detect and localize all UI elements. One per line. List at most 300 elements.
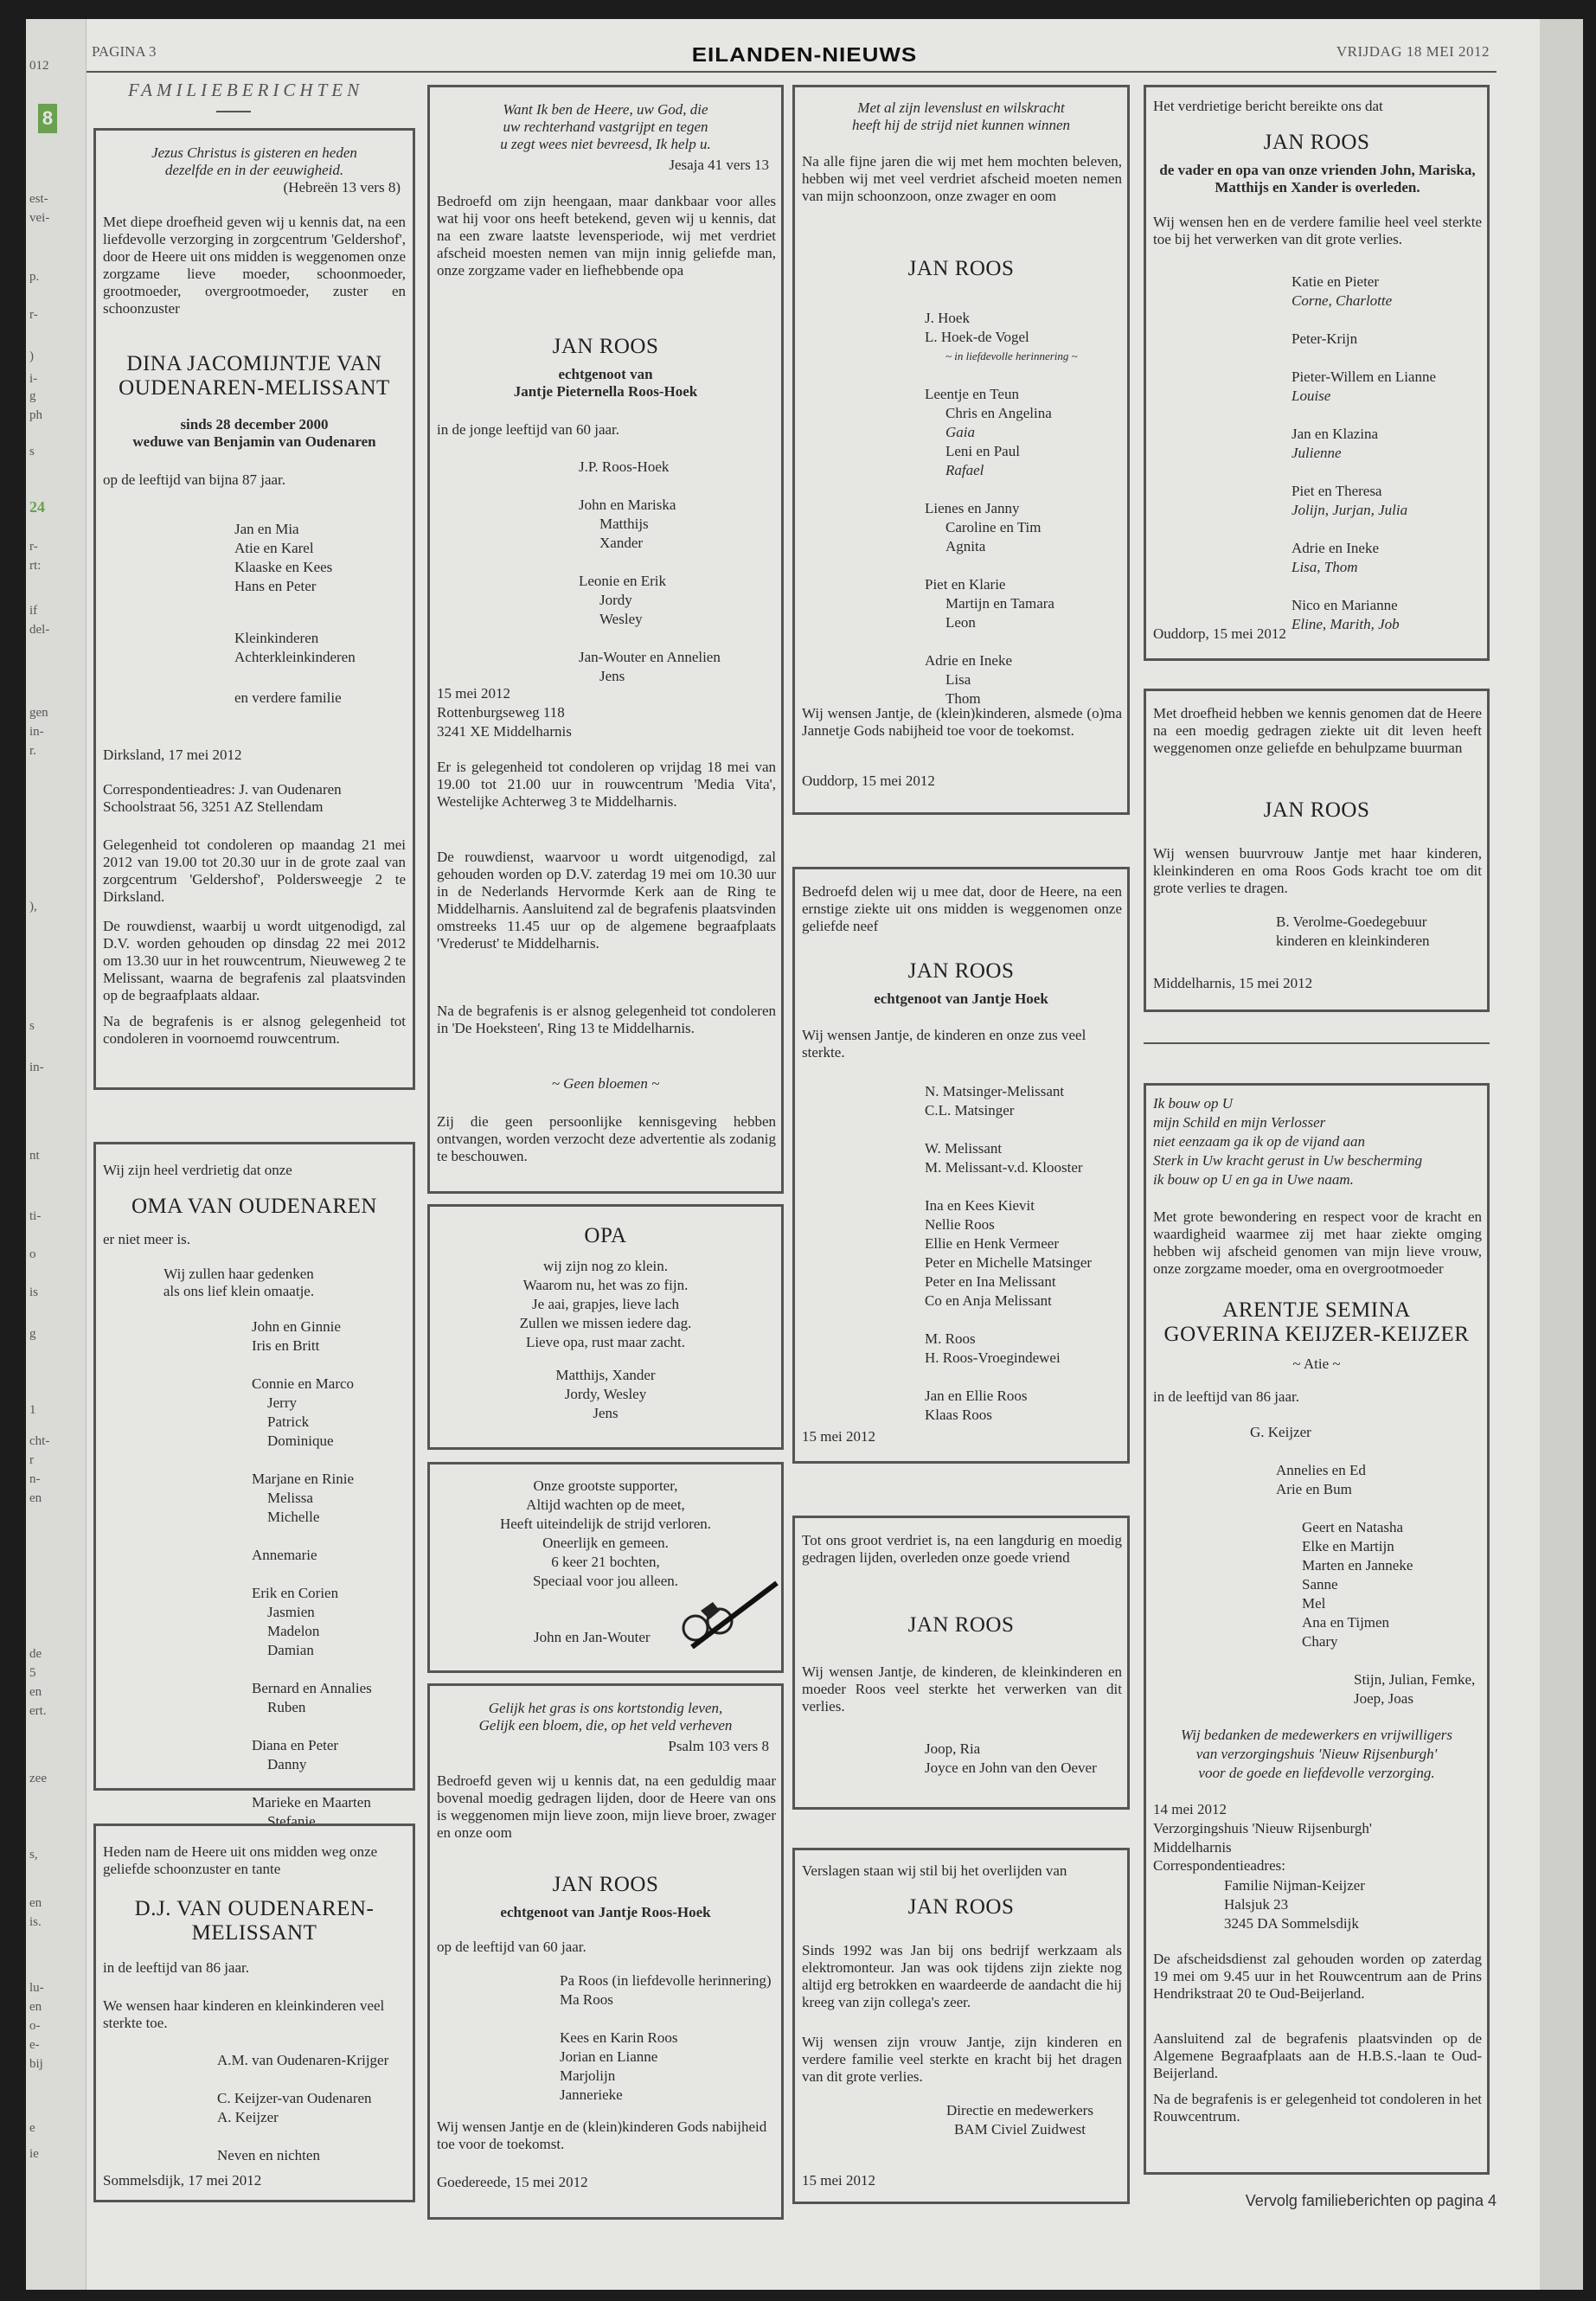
list-line: Joyce en John van den Oever	[925, 1759, 1097, 1776]
gutter-fragment: 5	[29, 1666, 36, 1680]
list-line: Jorian en Lianne	[560, 2048, 658, 2065]
list-line: Michelle	[267, 1509, 320, 1525]
nickname: ~ Atie ~	[1292, 1356, 1341, 1372]
family-list	[916, 2101, 1124, 2139]
list-line: N. Matsinger-Melissant	[925, 1083, 1065, 1099]
deceased-name: JAN ROOS	[907, 1613, 1015, 1637]
gutter-fragment: g	[29, 1327, 36, 1341]
verse-line: uw rechterhand vastgrijpt en tegen	[503, 119, 708, 135]
list-line: Marten en Janneke	[1302, 1557, 1413, 1574]
list-line: Marjolijn	[560, 2067, 616, 2084]
list-line	[252, 1451, 372, 1470]
list-line: Verzorgingshuis 'Nieuw Rijsenburgh'	[1153, 1820, 1372, 1836]
list-line: Julienne	[1292, 445, 1342, 461]
list-line: Patrick	[267, 1413, 310, 1430]
family-list	[1276, 913, 1430, 951]
verse-line: Gelijk het gras is ons kortstondig leven,	[488, 1700, 723, 1716]
list-line: Jens	[593, 1405, 619, 1421]
list-line	[252, 1565, 372, 1584]
gutter-fragment: o-	[29, 2019, 41, 2033]
list-line: 6 keer 21 bochten,	[551, 1554, 660, 1570]
list-line: Erik en Corien	[252, 1585, 339, 1601]
funeral-text: Aansluitend zal de begrafenis plaatsvinden op de Algemene Begraafplaats aan de H.B.S.-laan te Oud-Beijerland.	[1153, 2030, 1482, 2081]
list-line	[1292, 311, 1436, 330]
list-line: M. Melissant-v.d. Klooster	[925, 1159, 1083, 1176]
deceased-name: DINA JACOMIJNTJE VAN	[126, 352, 382, 375]
place-date: Middelharnis, 15 mei 2012	[1153, 975, 1313, 991]
widow-of: weduwe van Benjamin van Oudenaren	[132, 433, 376, 450]
list-line: Achterkleinkinderen	[234, 649, 356, 665]
list-line: Jannerieke	[560, 2086, 623, 2103]
verse-reference: Psalm 103 vers 8	[668, 1738, 769, 1754]
spouse-line: echtgenoot van Jantje Hoek	[874, 990, 1048, 1007]
list-line: Arie en Bum	[1276, 1481, 1352, 1497]
list-line: Geert en Natasha	[1302, 1519, 1404, 1535]
gutter-fragment: bij	[29, 2057, 43, 2071]
condolence-text: Er is gelegenheid tot condoleren op vrijdag 18 mei van 19.00 tot 21.00 uur in rouwcentrum 'Media Vita', Westelijke Achterweg 3 te Middelharnis.	[437, 759, 776, 810]
list-line	[217, 2070, 388, 2089]
list-line: Jan en Mia	[234, 521, 299, 537]
deceased-name: D.J. VAN OUDENAREN-	[134, 1897, 375, 1920]
list-line: Piet en Theresa	[1292, 483, 1382, 499]
list-line	[925, 632, 1078, 651]
gutter-fragment: en	[29, 2000, 42, 2014]
gutter-fragment: ph	[29, 408, 42, 422]
gutter-fragment: )	[29, 349, 34, 363]
list-line: Diana en Peter	[252, 1737, 339, 1753]
gutter-fragment: is.	[29, 1915, 42, 1929]
header-rule	[87, 71, 1497, 73]
list-line: Chary	[1302, 1633, 1338, 1650]
gutter-fragment: en	[29, 1685, 42, 1699]
list-line: ~ in liefdevolle herinnering ~	[945, 349, 1078, 362]
list-line	[252, 1356, 372, 1375]
list-line: Speciaal voor jou alleen.	[532, 1573, 679, 1589]
obituary-oma-van-oudenaren	[93, 1142, 415, 1830]
list-line: Jordy	[599, 592, 632, 608]
age: op de leeftijd van 60 jaar.	[437, 1939, 586, 1955]
deceased-name: JAN ROOS	[1263, 798, 1370, 822]
thanks	[1146, 1726, 1487, 1783]
family-line: en verdere familie	[234, 689, 342, 706]
gutter-fragment: vei-	[29, 211, 50, 225]
deceased-name: JAN ROOS	[907, 257, 1015, 280]
spouse-line: echtgenoot van Jantje Roos-Hoek	[500, 1904, 711, 1920]
gutter-fragment: is	[29, 1285, 39, 1299]
family-list	[234, 629, 356, 667]
list-line: J.P. Roos-Hoek	[579, 458, 670, 475]
list-line: Halsjuk 23	[1224, 1896, 1289, 1913]
spouse-line: echtgenoot van	[558, 366, 653, 382]
list-line: J. Hoek	[925, 310, 970, 326]
list-line: Gaia	[945, 424, 975, 440]
list-line: Nellie Roos	[925, 1216, 995, 1233]
list-line: B. Verolme-Goedegebuur	[1276, 913, 1427, 930]
list-line	[560, 2009, 772, 2029]
page-number: PAGINA 3	[92, 43, 157, 60]
list-line: Ma Roos	[560, 1991, 613, 2008]
list-line: Peter-Krijn	[1292, 330, 1358, 347]
list-line: W. Melissant	[925, 1140, 1003, 1157]
announcement-text: Heden nam de Heere uit ons midden weg onze geliefde schoonzuster en tante	[103, 1843, 378, 1877]
correspondence: Correspondentieadres: J. van Oudenaren	[103, 781, 342, 798]
gutter-fragment: cht-	[29, 1434, 50, 1448]
list-line: Familie Nijman-Keijzer	[1224, 1877, 1365, 1894]
list-line	[1292, 349, 1436, 368]
family-list	[430, 1366, 781, 1423]
list-line: Mel	[1302, 1595, 1326, 1612]
obituary-opa	[427, 1204, 784, 1450]
verse-line: Wij zullen haar gedenken	[163, 1266, 314, 1282]
list-line	[1250, 1499, 1475, 1518]
gutter-fragment: zee	[29, 1772, 47, 1785]
verse-reference: Jesaja 41 vers 13	[669, 157, 769, 173]
list-line: Chris en Angelina	[945, 405, 1052, 421]
obituary-dina-van-oudenaren	[93, 128, 415, 1090]
list-line: Jens	[599, 668, 625, 684]
obituary-jan-roos-employer	[792, 1848, 1130, 2204]
wish-text: Wij wensen Jantje, de kinderen en onze zus veel sterkte.	[802, 1027, 1086, 1061]
list-line: Sterk in Uw kracht gerust in Uw bescherming	[1153, 1152, 1423, 1169]
gutter-fragment: s	[29, 1019, 35, 1033]
deceased-name: JAN ROOS	[907, 959, 1015, 983]
list-line: Annelies en Ed	[1276, 1462, 1366, 1478]
list-line: 14 mei 2012	[1153, 1801, 1227, 1817]
deceased-name: OUDENAREN-MELISSANT	[119, 376, 390, 400]
list-line	[1292, 520, 1436, 539]
list-line: Ina en Kees Kievit	[925, 1197, 1035, 1214]
list-line: Altijd wachten op de meet,	[526, 1497, 685, 1513]
announcement-text: Verslagen staan wij stil bij het overlijden van	[802, 1862, 1067, 1879]
place-date: Dirksland, 17 mei 2012	[103, 747, 242, 763]
list-line: Jan en Klazina	[1292, 426, 1379, 442]
gutter-fragment: 1	[29, 1403, 36, 1417]
list-line: Je aai, grapjes, lieve lach	[532, 1296, 679, 1312]
list-line: Matthijs	[599, 516, 649, 532]
verse-line: u zegt wees niet bevreesd, Ik help u.	[500, 136, 711, 152]
list-line: Wij bedanken de medewerkers en vrijwilligers	[1181, 1727, 1452, 1743]
list-line: Connie en Marco	[252, 1375, 355, 1392]
list-line: Waarom nu, het was zo fijn.	[522, 1277, 689, 1293]
deceased-name: OPA	[584, 1224, 627, 1247]
gutter-fragment: ert.	[29, 1704, 47, 1718]
list-line: van verzorgingshuis 'Nieuw Rijsenburgh'	[1195, 1746, 1438, 1762]
list-line: M. Roos	[925, 1330, 976, 1347]
list-line: ik bouw op U en ga in Uwe naam.	[1153, 1171, 1354, 1188]
list-line: Katie en Pieter	[1292, 273, 1380, 290]
list-line	[925, 1368, 1092, 1387]
list-line	[925, 1311, 1092, 1330]
announcement-text: Met droefheid hebben we kennis genomen dat de Heere na een moedig gedragen ziekte uit dit leven heeft weggenomen onze geliefde en behulpzame buurman	[1153, 705, 1482, 756]
list-line: Pieter-Willem en Lianne	[1292, 369, 1437, 385]
family-list	[925, 1082, 1092, 1425]
wish-text: Wij wensen buurvrouw Jantje met haar kinderen, kleinkinderen en oma Roos Gods kracht toe om dit grote verlies te dragen.	[1153, 845, 1482, 896]
announcement-text: Bedroefd geven wij u kennis dat, na een geduldig maar bovenal moedig gedragen lijden, door de Heere van ons is weggenomen mijn lieve zoon, mijn lieve broer, zwager en onze oom	[437, 1772, 776, 1841]
list-line: Ellie en Henk Vermeer	[925, 1235, 1059, 1252]
list-line: Melissa	[267, 1490, 313, 1506]
obituary-jan-roos-parents	[427, 1683, 784, 2220]
list-line	[1292, 406, 1436, 425]
list-line: A.M. van Oudenaren-Krijger	[217, 2052, 389, 2068]
date: 15 mei 2012	[802, 1428, 875, 1445]
gutter-fragment: p.	[29, 270, 40, 284]
family-list	[925, 1740, 1097, 1778]
gutter-fragment: r-	[29, 308, 38, 322]
issue-date: VRIJDAG 18 MEI 2012	[1336, 43, 1490, 60]
correspondence-label: Correspondentieadres:	[1153, 1857, 1285, 1874]
list-line	[925, 366, 1078, 385]
right-page-edge	[1540, 19, 1583, 2290]
list-line: Marjane en Rinie	[252, 1471, 355, 1487]
list-line: Eline, Marith, Job	[1292, 616, 1400, 632]
list-line: Sanne	[1302, 1576, 1338, 1593]
funeral-text: De rouwdienst, waarbij u wordt uitgenodigd, zal D.V. worden gehouden op dinsdag 22 mei 2012 om 13.30 uur in het rouwcentrum, Nieuweweg 2 te Melissant, waarna de begrafenis zal plaatsvinden op de begraafplaats aldaar.	[103, 918, 406, 1003]
deceased-name: ARENTJE SEMINA	[1222, 1298, 1411, 1322]
age: in de leeftijd van 86 jaar.	[103, 1959, 249, 1976]
list-line: Piet en Klarie	[925, 576, 1006, 593]
list-line: BAM Civiel Zuidwest	[953, 2121, 1086, 2138]
gutter-fragment: nt	[29, 1149, 40, 1163]
gutter-fragment: ti-	[29, 1209, 42, 1223]
correspondence	[1224, 1876, 1365, 1933]
gutter-fragment: del-	[29, 623, 50, 637]
list-line	[925, 556, 1078, 575]
list-line: Ana en Tijmen	[1302, 1614, 1390, 1631]
list-line: Xander	[599, 535, 644, 551]
list-line: Atie en Karel	[234, 540, 314, 556]
list-line: Martijn en Tamara	[945, 595, 1054, 612]
list-line: Annemarie	[252, 1547, 317, 1563]
gutter-fragment: s	[29, 445, 35, 458]
obituary-jan-roos-nephew	[792, 867, 1130, 1464]
list-line: Bernard en Annalies	[252, 1680, 372, 1696]
gutter-fragment: 24	[29, 498, 45, 516]
list-line	[252, 1660, 372, 1679]
gutter-fragment: gen	[29, 706, 48, 720]
list-line: Lienes en Janny	[925, 500, 1020, 516]
list-line: Adrie en Ineke	[1292, 540, 1380, 556]
list-line: kinderen en kleinkinderen	[1276, 933, 1430, 949]
list-line: Jolijn, Jurjan, Julia	[1292, 502, 1408, 518]
list-line: Madelon	[267, 1623, 320, 1639]
list-line: Jan-Wouter en Annelien	[579, 649, 721, 665]
list-line: Stefanie	[267, 1813, 316, 1830]
gutter-fragment: e-	[29, 2038, 40, 2052]
list-line: Corne, Charlotte	[1292, 292, 1393, 309]
list-line	[925, 1120, 1092, 1139]
verse-line: Jezus Christus is gisteren en heden	[151, 144, 357, 161]
after-funeral-text: Na de begrafenis is er alsnog gelegenheid tot condoleren in voornoemd rouwcentrum.	[103, 1013, 406, 1047]
notice-text: Zij die geen persoonlijke kennisgeving hebben ontvangen, worden verzocht deze advertentie als zodanig te beschouwen.	[437, 1113, 776, 1164]
family-list	[234, 520, 332, 596]
list-line: Damian	[267, 1642, 314, 1658]
list-line: Stijn, Julian, Femke,	[1354, 1671, 1476, 1688]
list-line: C.L. Matsinger	[925, 1102, 1015, 1118]
announcement-text: Na alle fijne jaren die wij met hem mochten beleven, hebben wij met veel verdriet afscheid moeten nemen van mijn schoonzoon, onze zwager en oom	[802, 153, 1122, 204]
address	[437, 684, 572, 741]
gutter-fragment: e	[29, 2121, 35, 2135]
list-line: 15 mei 2012	[437, 685, 510, 702]
deceased-name: GOVERINA KEIJZER-KEIJZER	[1163, 1323, 1470, 1346]
wish-text: We wensen haar kinderen en kleinkinderen veel sterkte toe.	[103, 1997, 385, 2031]
list-line: Co en Anja Melissant	[925, 1292, 1052, 1309]
gutter-fragment: in-	[29, 1061, 44, 1074]
family-list	[1250, 1423, 1475, 1708]
farewell-text: De afscheidsdienst zal gehouden worden op zaterdag 19 mei om 9.45 uur in het Rouwcentrum aan de Prins Hendrikstraat 20 te Oud-Beijerland.	[1153, 1951, 1482, 2002]
list-line: Iris en Britt	[252, 1337, 320, 1354]
list-line: H. Roos-Vroegindewei	[925, 1349, 1061, 1366]
list-line: Neven en nichten	[217, 2147, 320, 2163]
list-line	[579, 477, 721, 496]
list-line: Middelharnis	[1153, 1839, 1232, 1856]
list-line	[579, 553, 721, 572]
list-line: Lisa	[945, 671, 971, 688]
gutter-fragment: i-	[29, 372, 38, 386]
gutter-fragment: de	[29, 1647, 42, 1661]
age: in de leeftijd van 86 jaar.	[1153, 1388, 1299, 1405]
list-line: Klaaske en Kees	[234, 559, 333, 575]
after-funeral-text: Na de begrafenis is er gelegenheid tot condoleren in het Rouwcentrum.	[1153, 2091, 1482, 2125]
family-list	[1292, 272, 1436, 634]
wish-text: Wij wensen zijn vrouw Jantje, zijn kinderen en verdere familie veel sterkte en kracht bij het dragen van dit grote verlies.	[802, 2034, 1122, 2085]
list-line: Onze grootste supporter,	[533, 1477, 678, 1494]
verse-line: Want Ik ben de Heere, uw God, die	[503, 101, 708, 118]
obituary-jan-roos-in-laws	[792, 85, 1130, 815]
gutter-fragment: est-	[29, 192, 48, 206]
announcement-text: Bedroefd om zijn heengaan, maar dankbaar voor alles wat hij voor ons heeft betekend, geven wij u kennis, dat na een zware laatste levensperiode, wij met verdriet afscheid moesten nemen van mijn innig geliefde man, onze zorgzame vader en liefhebbende opa	[437, 193, 776, 279]
age: in de jonge leeftijd van 60 jaar.	[437, 421, 620, 438]
column-divider	[1144, 1042, 1490, 1044]
list-line: Leonie en Erik	[579, 573, 667, 589]
list-line: Zullen we missen iedere dag.	[519, 1315, 692, 1331]
list-line: Louise	[1292, 388, 1331, 404]
announcement-text: Het verdrietige bericht bereikte ons dat	[1153, 98, 1383, 114]
list-line	[1292, 463, 1436, 482]
list-line: Leni en Paul	[945, 443, 1020, 459]
list-line	[1250, 1442, 1475, 1461]
list-line: Peter en Michelle Matsinger	[925, 1254, 1093, 1271]
gutter-fragment: in-	[29, 725, 44, 739]
deceased-name: JAN ROOS	[552, 1873, 659, 1896]
announcement-text: Bedroefd delen wij u mee dat, door de Heere, na een ernstige ziekte uit ons midden is weggenomen onze geliefde neef	[802, 883, 1122, 934]
list-line: Directie en medewerkers	[946, 2102, 1093, 2118]
verse-line: als ons lief klein omaatje.	[163, 1283, 315, 1299]
list-line: Pa Roos (in liefdevolle herinnering)	[560, 1972, 772, 1989]
list-line: Caroline en Tim	[945, 519, 1042, 535]
list-line: mijn Schild en mijn Verlosser	[1153, 1114, 1326, 1131]
gutter-fragment: o	[29, 1247, 36, 1261]
list-line: Leentje en Teun	[925, 386, 1019, 402]
family-list	[560, 1971, 772, 2105]
announcement-text: Tot ons groot verdriet is, na een langdurig en moedig gedragen lijden, overleden onze goede vriend	[802, 1532, 1122, 1566]
list-line	[925, 1177, 1092, 1196]
obituary-dj-van-oudenaren	[93, 1823, 415, 2202]
family-list	[252, 1317, 372, 1831]
verse-line: Met al zijn levenslust en wilskracht	[857, 99, 1065, 116]
list-line: Peter en Ina Melissant	[925, 1273, 1056, 1290]
age: op de leeftijd van bijna 87 jaar.	[103, 471, 286, 488]
list-line: L. Hoek-de Vogel	[925, 329, 1029, 345]
list-line	[252, 1717, 372, 1736]
deceased-name: JAN ROOS	[907, 1895, 1015, 1919]
obituary-jan-roos-friends-of-children	[1144, 85, 1490, 661]
list-line: Rottenburgseweg 118	[437, 704, 565, 721]
body-text: Sinds 1992 was Jan bij ons bedrijf werkzaam als elektromonteur. Jan was ook tijdens zijn ziekte nog altijd erg betrokken en waardeerde de aandacht die hij kreeg van zijn collega's zeer.	[802, 1942, 1122, 2010]
family-list	[925, 309, 1078, 708]
obituary-jan-roos-neighbour	[1144, 689, 1490, 1012]
place-info	[1153, 1800, 1372, 1857]
list-line	[1292, 577, 1436, 596]
deceased-name: JAN ROOS	[552, 335, 659, 358]
verse-line: dezelfde en in der eeuwigheid.	[164, 162, 344, 178]
deceased-name: JAN ROOS	[1263, 131, 1370, 154]
gutter-fragment: en	[29, 1896, 42, 1910]
deceased-name: MELISSANT	[191, 1921, 317, 1945]
list-line: Marieke en Maarten	[252, 1794, 371, 1811]
list-line: Hans en Peter	[234, 578, 317, 594]
list-line: Ruben	[267, 1699, 306, 1715]
list-line: G. Keijzer	[1250, 1424, 1311, 1440]
date: 15 mei 2012	[802, 2172, 875, 2189]
list-line: Matthijs, Xander	[555, 1367, 656, 1383]
list-line: Oneerlijk en gemeen.	[542, 1535, 669, 1551]
place-date: Ouddorp, 15 mei 2012	[802, 772, 935, 789]
list-line: Klaas Roos	[925, 1407, 992, 1423]
signature: John en Jan-Wouter	[534, 1629, 651, 1645]
list-line: Heeft uiteindelijk de strijd verloren.	[499, 1516, 712, 1532]
list-line: John en Mariska	[579, 497, 676, 513]
poem	[430, 1477, 781, 1591]
relation-text: de vader en opa van onze vrienden John, Mariska, Matthijs en Xander is overleden.	[1159, 162, 1476, 195]
condolence-text: Gelegenheid tot condoleren op maandag 21 mei 2012 van 19.00 tot 20.30 uur in de grote zaal van zorgcentrum 'Geldershof', Poldersweegje 2 te Dirksland.	[103, 836, 406, 905]
correspondence: Schoolstraat 56, 3251 AZ Stellendam	[103, 798, 324, 815]
wish-text: Wij wensen Jantje, de (klein)kinderen, alsmede (o)ma Jannetje Gods nabijheid toe voor de toekomst.	[802, 705, 1122, 739]
list-line: voor de goede en liefdevolle verzorging.	[1198, 1765, 1435, 1781]
list-line: Adrie en Ineke	[925, 652, 1013, 669]
gutter-fragment: lu-	[29, 1981, 44, 1995]
list-line: Jan en Ellie Roos	[925, 1388, 1028, 1404]
announcement-text: Met grote bewondering en respect voor de kracht en waardigheid waarmee zij met haar ziekte omging hebben wij afscheid genomen van mijn lieve vrouw, onze zorgzame moeder, oma en overgrootmoeder	[1153, 1208, 1482, 1277]
list-line: 3241 XE Middelharnis	[437, 723, 572, 740]
gutter-fragment: n-	[29, 1472, 41, 1486]
poem	[430, 1257, 781, 1352]
list-line: Leon	[945, 614, 976, 631]
list-line: Thom	[945, 690, 981, 707]
gutter-fragment: r	[29, 1453, 34, 1467]
list-line: John en Ginnie	[252, 1318, 341, 1335]
announcement-text: Wij zijn heel verdrietig dat onze	[103, 1162, 292, 1178]
list-line	[925, 480, 1078, 499]
obituary-jan-roos-friends	[792, 1516, 1130, 1810]
gutter-fragment: g	[29, 389, 36, 403]
family-list	[579, 458, 721, 686]
gutter-fragment: rt:	[29, 559, 42, 573]
verse-line: heeft hij de strijd niet kunnen winnen	[851, 117, 1071, 133]
verse-line: Gelijk een bloem, die, op het veld verheven	[478, 1717, 733, 1734]
list-line: A. Keijzer	[217, 2109, 279, 2125]
cyclist-icon	[675, 1580, 779, 1649]
gutter-fragment: ie	[29, 2147, 39, 2161]
list-line: Joep, Joas	[1354, 1690, 1413, 1707]
list-line: Lisa, Thom	[1292, 559, 1358, 575]
newspaper-title: EILANDEN-NIEUWS	[691, 42, 918, 67]
list-line: Jordy, Wesley	[564, 1386, 647, 1402]
list-line	[579, 629, 721, 648]
obituary-jan-roos-family	[427, 85, 784, 1194]
list-line: Elke en Martijn	[1302, 1538, 1394, 1554]
list-line	[252, 1527, 372, 1546]
gutter-fragment: r.	[29, 744, 36, 758]
